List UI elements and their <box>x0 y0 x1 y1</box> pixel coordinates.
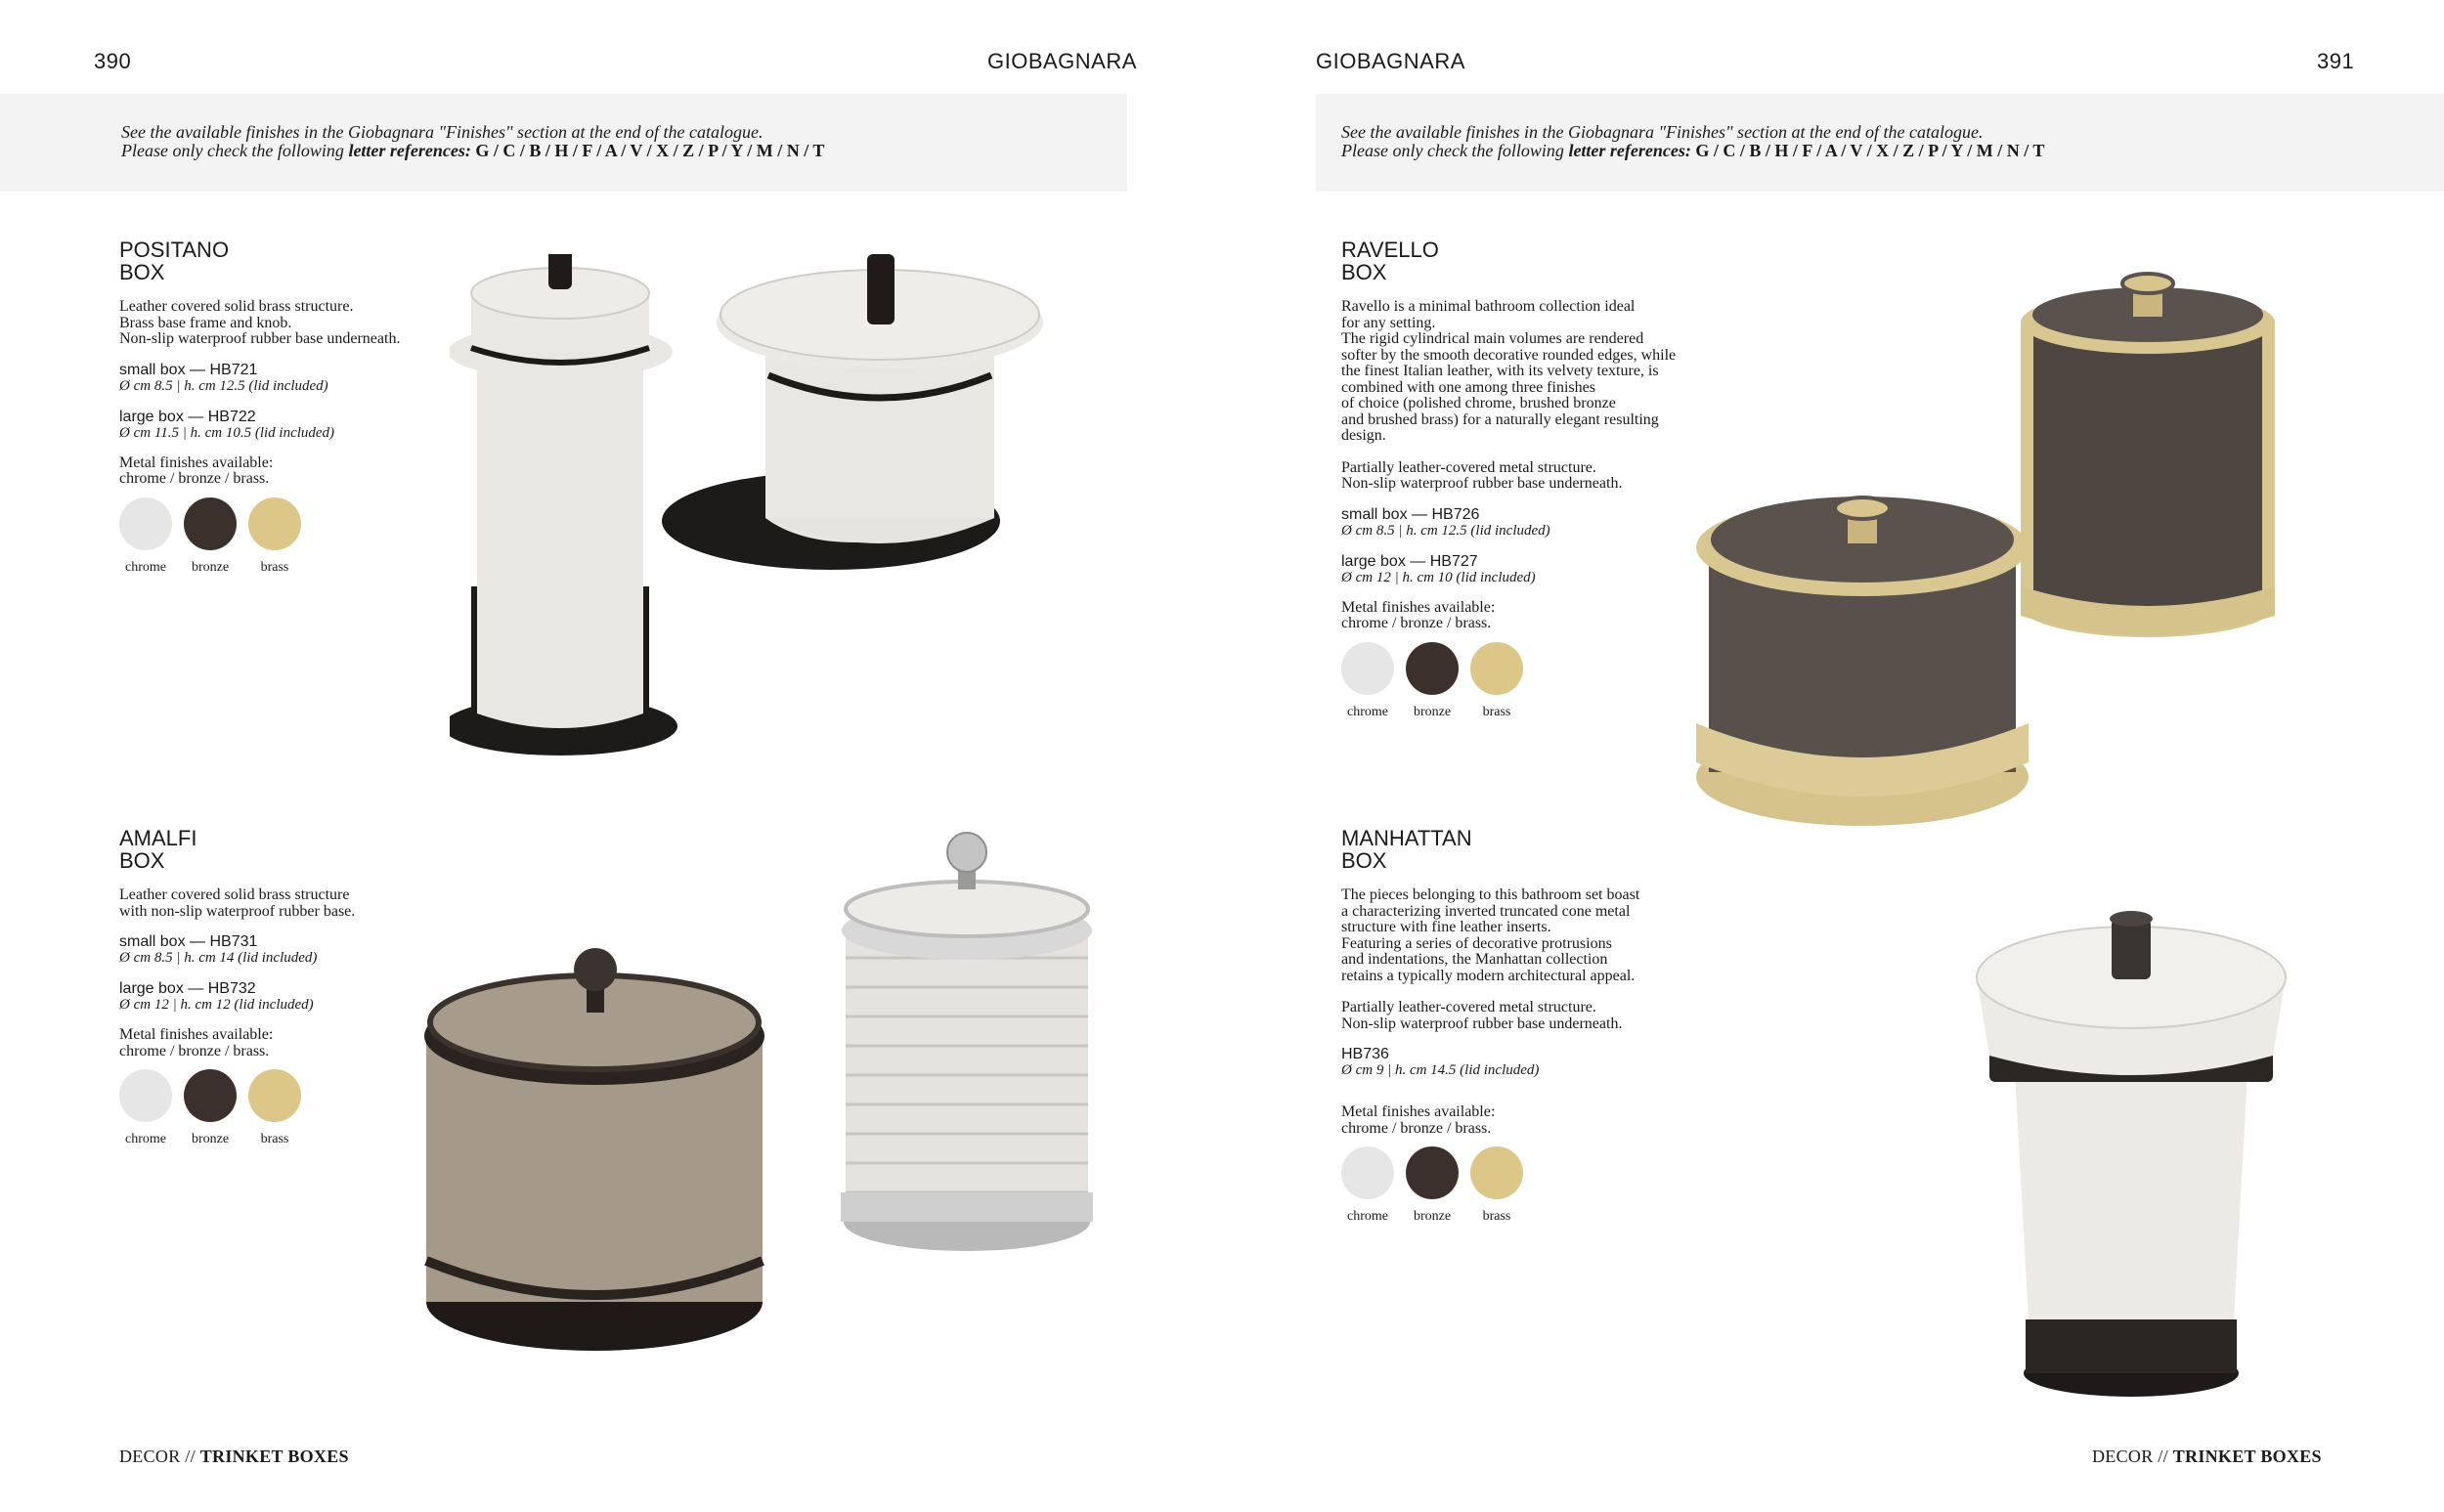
brand-name-left: GIOBAGNARA <box>987 49 1137 73</box>
product-subtitle: BOX <box>1341 848 1387 873</box>
desc-line: Leather covered solid brass structure. <box>119 298 354 315</box>
small-box-code: small box — HB731 <box>119 933 258 950</box>
finishes-title: Metal finishes available: <box>119 1026 274 1043</box>
manhattan-product-image <box>1955 909 2307 1398</box>
product-title: POSITANO <box>119 238 230 262</box>
large-box-code: large box — HB732 <box>119 980 256 997</box>
finishes-title: Metal finishes available: <box>119 454 274 471</box>
notice-line-2: Please only check the following letter references: G / C / B / H / F / A / V / X / Z / P / Y / M / N / T <box>1341 141 2045 160</box>
section-footer-left: DECOR // TRINKET BOXES <box>119 1447 349 1466</box>
finishes-list: chrome / bronze / brass. <box>119 1042 270 1059</box>
product-subtitle: BOX <box>119 848 165 873</box>
desc-line: Non-slip waterproof rubber base underneath. <box>1341 1015 1623 1032</box>
large-box-dimensions: Ø cm 12 | h. cm 12 (lid included) <box>119 997 314 1013</box>
desc-line: Ravello is a minimal bathroom collection ideal <box>1341 298 1636 315</box>
swatch-brass: brass <box>1470 642 1523 720</box>
desc-line: The pieces belonging to this bathroom set boast <box>1341 886 1640 903</box>
finish-swatches <box>1341 1146 1752 1225</box>
desc-line: Leather covered solid brass structure <box>119 886 350 903</box>
desc-line: with non-slip waterproof rubber base. <box>119 902 356 920</box>
product-title: MANHATTAN <box>1341 826 1472 850</box>
desc-line: softer by the smooth decorative rounded edges, while <box>1341 346 1677 364</box>
swatch-bronze: bronze <box>184 1069 237 1147</box>
manhattan-section <box>1341 827 1752 1225</box>
desc-line: The rigid cylindrical main volumes are rendered <box>1341 330 1644 347</box>
small-box-code: small box — HB726 <box>1341 505 1480 523</box>
desc-line: Brass base frame and knob. <box>119 314 292 331</box>
small-box-dimensions: Ø cm 8.5 | h. cm 14 (lid included) <box>119 950 318 966</box>
swatch-bronze: bronze <box>184 497 237 576</box>
finishes-list: chrome / bronze / brass. <box>1341 1119 1492 1137</box>
page-number-left: 390 <box>94 49 132 73</box>
product-subtitle: BOX <box>119 260 165 284</box>
desc-line: combined with one among three finishes <box>1341 378 1595 396</box>
amalfi-product-image <box>411 831 1114 1368</box>
swatch-brass: brass <box>1470 1146 1523 1225</box>
notice-line-1: See the available finishes in the Giobagnara "Finishes" section at the end of the catalogue. <box>1341 122 1984 142</box>
desc-line: of choice (polished chrome, brushed bronze <box>1341 395 1616 411</box>
small-box-dimensions: Ø cm 8.5 | h. cm 12.5 (lid included) <box>119 377 328 394</box>
section-footer-right: DECOR // TRINKET BOXES <box>2092 1447 2322 1466</box>
desc-line: and indentations, the Manhattan collection <box>1341 951 1608 968</box>
positano-product-image <box>450 254 1134 801</box>
product-title: AMALFI <box>119 826 197 850</box>
large-box-dimensions: Ø cm 12 | h. cm 10 (lid included) <box>1341 569 1536 585</box>
notice-line-2: Please only check the following letter references: G / C / B / H / F / A / V / X / Z / P / Y / M / N / T <box>121 141 825 160</box>
product-code: HB736 <box>1341 1046 1389 1062</box>
desc-line: structure with fine leather inserts. <box>1341 919 1551 935</box>
large-box-dimensions: Ø cm 11.5 | h. cm 10.5 (lid included) <box>119 424 335 441</box>
finishes-title: Metal finishes available: <box>1341 1103 1496 1120</box>
finishes-list: chrome / bronze / brass. <box>119 470 270 487</box>
desc-line: Non-slip waterproof rubber base underneath. <box>119 330 401 347</box>
desc-line: Non-slip waterproof rubber base underneath. <box>1341 475 1623 492</box>
large-box-code: large box — HB727 <box>1341 552 1478 570</box>
desc-line: Featuring a series of decorative protrusions <box>1341 934 1612 952</box>
desc-line: the finest Italian leather, with its velvety texture, is <box>1341 363 1659 379</box>
desc-line: Partially leather-covered metal structure. <box>1341 458 1596 476</box>
ravello-section <box>1341 238 1752 720</box>
small-box-dimensions: Ø cm 8.5 | h. cm 12.5 (lid included) <box>1341 522 1550 539</box>
finish-swatches <box>119 497 471 576</box>
swatch-brass: brass <box>248 497 301 576</box>
finishes-list: chrome / bronze / brass. <box>1341 615 1492 631</box>
desc-line: Partially leather-covered metal structure. <box>1341 999 1596 1015</box>
swatch-bronze: bronze <box>1406 642 1459 720</box>
brand-name-right: GIOBAGNARA <box>1316 49 1465 73</box>
desc-line: design. <box>1341 427 1386 444</box>
swatch-bronze: bronze <box>1406 1146 1459 1225</box>
finishes-notice-right <box>1316 94 2444 192</box>
ravello-product-image <box>1691 264 2336 870</box>
finishes-notice-left <box>0 94 1127 192</box>
swatch-brass: brass <box>248 1069 301 1147</box>
swatch-chrome: chrome <box>1341 642 1394 720</box>
desc-line: a characterizing inverted truncated cone metal <box>1341 902 1631 920</box>
product-title: RAVELLO <box>1341 238 1439 262</box>
product-dimensions: Ø cm 9 | h. cm 14.5 (lid included) <box>1341 1062 1540 1078</box>
notice-line-1: See the available finishes in the Giobagnara "Finishes" section at the end of the catalogue. <box>121 122 764 142</box>
product-subtitle: BOX <box>1341 260 1387 284</box>
finishes-title: Metal finishes available: <box>1341 598 1496 616</box>
swatch-chrome: chrome <box>1341 1146 1394 1225</box>
swatch-chrome: chrome <box>119 1069 172 1147</box>
small-box-code: small box — HB721 <box>119 361 258 378</box>
page-number-right: 391 <box>2317 49 2355 73</box>
desc-line: for any setting. <box>1341 314 1436 331</box>
desc-line: retains a typically modern architectural appeal. <box>1341 967 1636 984</box>
large-box-code: large box — HB722 <box>119 408 256 425</box>
swatch-chrome: chrome <box>119 497 172 576</box>
desc-line: and brushed brass) for a naturally elegant resulting <box>1341 410 1659 428</box>
positano-section <box>119 238 471 576</box>
finish-swatches <box>1341 642 1752 720</box>
